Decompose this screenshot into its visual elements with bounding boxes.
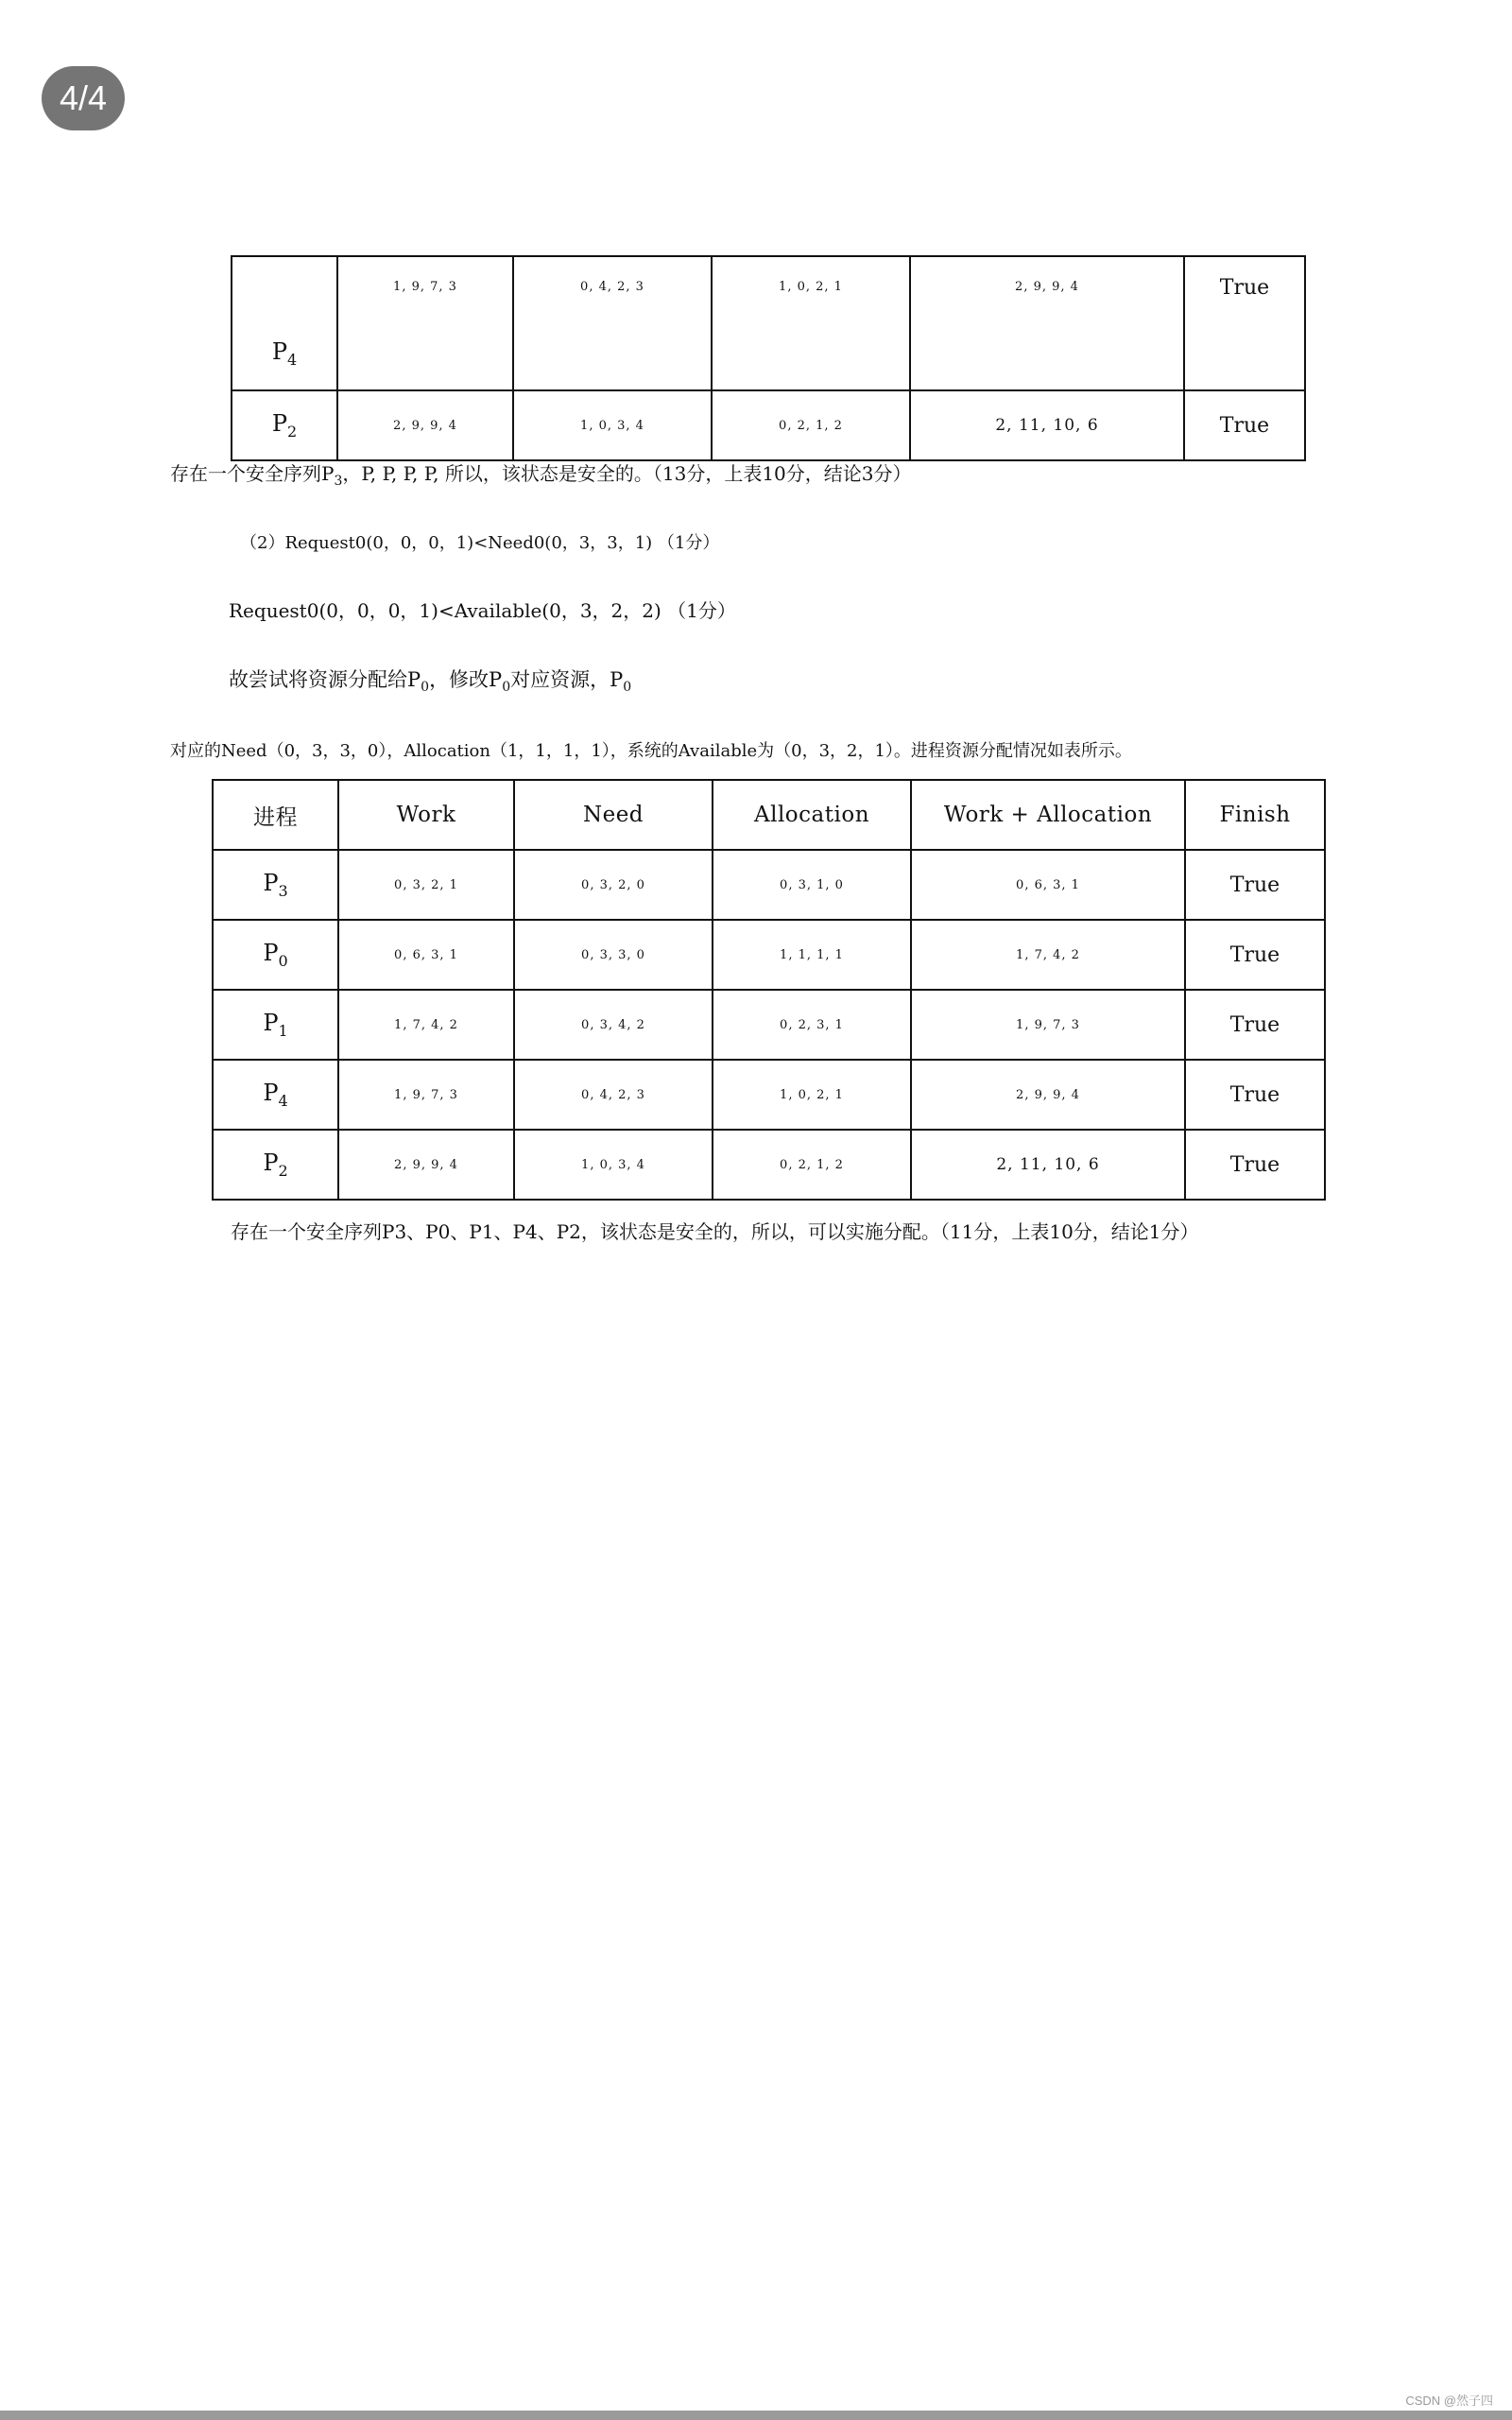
need-cell: 0, 3, 2, 0 [514, 850, 713, 920]
page-indicator: 4/4 [42, 66, 125, 130]
need-cell: 1, 0, 3, 4 [513, 390, 712, 460]
work-allocation-cell: 1, 9, 7, 3 [911, 990, 1185, 1060]
header-work-allocation: Work + Allocation [911, 780, 1185, 850]
process-cell: $P_2$ [232, 390, 337, 460]
need-cell: 0, 4, 2, 3 [513, 256, 712, 390]
work-allocation-cell: 2, 11, 10, 6 [910, 390, 1184, 460]
work-allocation-cell: 0, 6, 3, 1 [911, 850, 1185, 920]
allocation-table [212, 779, 1326, 1201]
finish-cell: True [1185, 990, 1325, 1060]
process-cell: $P_1$ [213, 990, 338, 1060]
allocation-cell: 1, 0, 2, 1 [712, 256, 910, 390]
finish-cell: True [1185, 1060, 1325, 1130]
process-cell: $P_4$ [232, 256, 337, 390]
work-cell: 0, 3, 2, 1 [338, 850, 514, 920]
finish-cell: True [1184, 390, 1305, 460]
need-cell: 0, 4, 2, 3 [514, 1060, 713, 1130]
table-row [213, 920, 1325, 990]
conclusion-line: 存在一个安全序列P3、P0、P1、P4、P2，该状态是安全的，所以，可以实施分配。（11分，上表10分，结论1分） [231, 1220, 1199, 1243]
allocation-cell: 0, 3, 1, 0 [713, 850, 911, 920]
header-finish: Finish [1185, 780, 1325, 850]
allocation-cell: 0, 2, 1, 2 [713, 1130, 911, 1200]
work-allocation-cell: 2, 11, 10, 6 [911, 1130, 1185, 1200]
header-work: Work [338, 780, 514, 850]
watermark: CSDN @然子四 [1405, 2394, 1493, 2408]
table-row [213, 990, 1325, 1060]
updated-state-line: 对应的Need（0，3，3，0），Allocation（1，1，1，1），系统的Available为（0，3，2，1）。进程资源分配情况如表所示。 [170, 741, 1132, 761]
finish-cell: True [1185, 1130, 1325, 1200]
header-need: Need [514, 780, 713, 850]
table-header-row [213, 780, 1325, 850]
bottom-scrollbar [0, 2411, 1512, 2420]
allocation-cell: 0, 2, 3, 1 [713, 990, 911, 1060]
allocation-cell: 0, 2, 1, 2 [712, 390, 910, 460]
need-cell: 1, 0, 3, 4 [514, 1130, 713, 1200]
header-allocation: Allocation [713, 780, 911, 850]
process-cell: $P_0$ [213, 920, 338, 990]
table-row [232, 256, 1305, 390]
work-allocation-cell: 1, 7, 4, 2 [911, 920, 1185, 990]
table-row [213, 850, 1325, 920]
work-cell: 2, 9, 9, 4 [338, 1130, 514, 1200]
work-cell: 1, 7, 4, 2 [338, 990, 514, 1060]
work-cell: 1, 9, 7, 3 [338, 1060, 514, 1130]
safe-sequence-line-1: 存在一个安全序列$P_3$，P, P, P, P, 所以，该状态是安全的。（13分，上表10分，结论3分） [170, 462, 912, 489]
allocate-attempt-line: 故尝试将资源分配给$P_0$，修改$P_0$对应资源，$P_0$ [229, 668, 632, 696]
work-allocation-cell: 2, 9, 9, 4 [910, 256, 1184, 390]
work-cell: 2, 9, 9, 4 [337, 390, 513, 460]
work-allocation-cell: 2, 9, 9, 4 [911, 1060, 1185, 1130]
work-cell: 1, 9, 7, 3 [337, 256, 513, 390]
process-cell: $P_2$ [213, 1130, 338, 1200]
finish-cell: True [1185, 920, 1325, 990]
process-cell: $P_3$ [213, 850, 338, 920]
header-process: 进程 [213, 780, 338, 850]
need-cell: 0, 3, 3, 0 [514, 920, 713, 990]
finish-cell: True [1185, 850, 1325, 920]
allocation-cell: 1, 1, 1, 1 [713, 920, 911, 990]
process-cell: $P_4$ [213, 1060, 338, 1130]
table-row [213, 1130, 1325, 1200]
table-row [213, 1060, 1325, 1130]
need-cell: 0, 3, 4, 2 [514, 990, 713, 1060]
work-cell: 0, 6, 3, 1 [338, 920, 514, 990]
finish-cell: True [1184, 256, 1305, 390]
request-available-line: Request0(0，0，0，1)<Available(0，3，2，2) （1分） [229, 599, 736, 622]
request-need-line: （2）Request0(0，0，0，1)<Need0(0，3，3，1) （1分） [240, 533, 720, 553]
allocation-table-continued [231, 255, 1306, 461]
table-row [232, 390, 1305, 460]
allocation-cell: 1, 0, 2, 1 [713, 1060, 911, 1130]
